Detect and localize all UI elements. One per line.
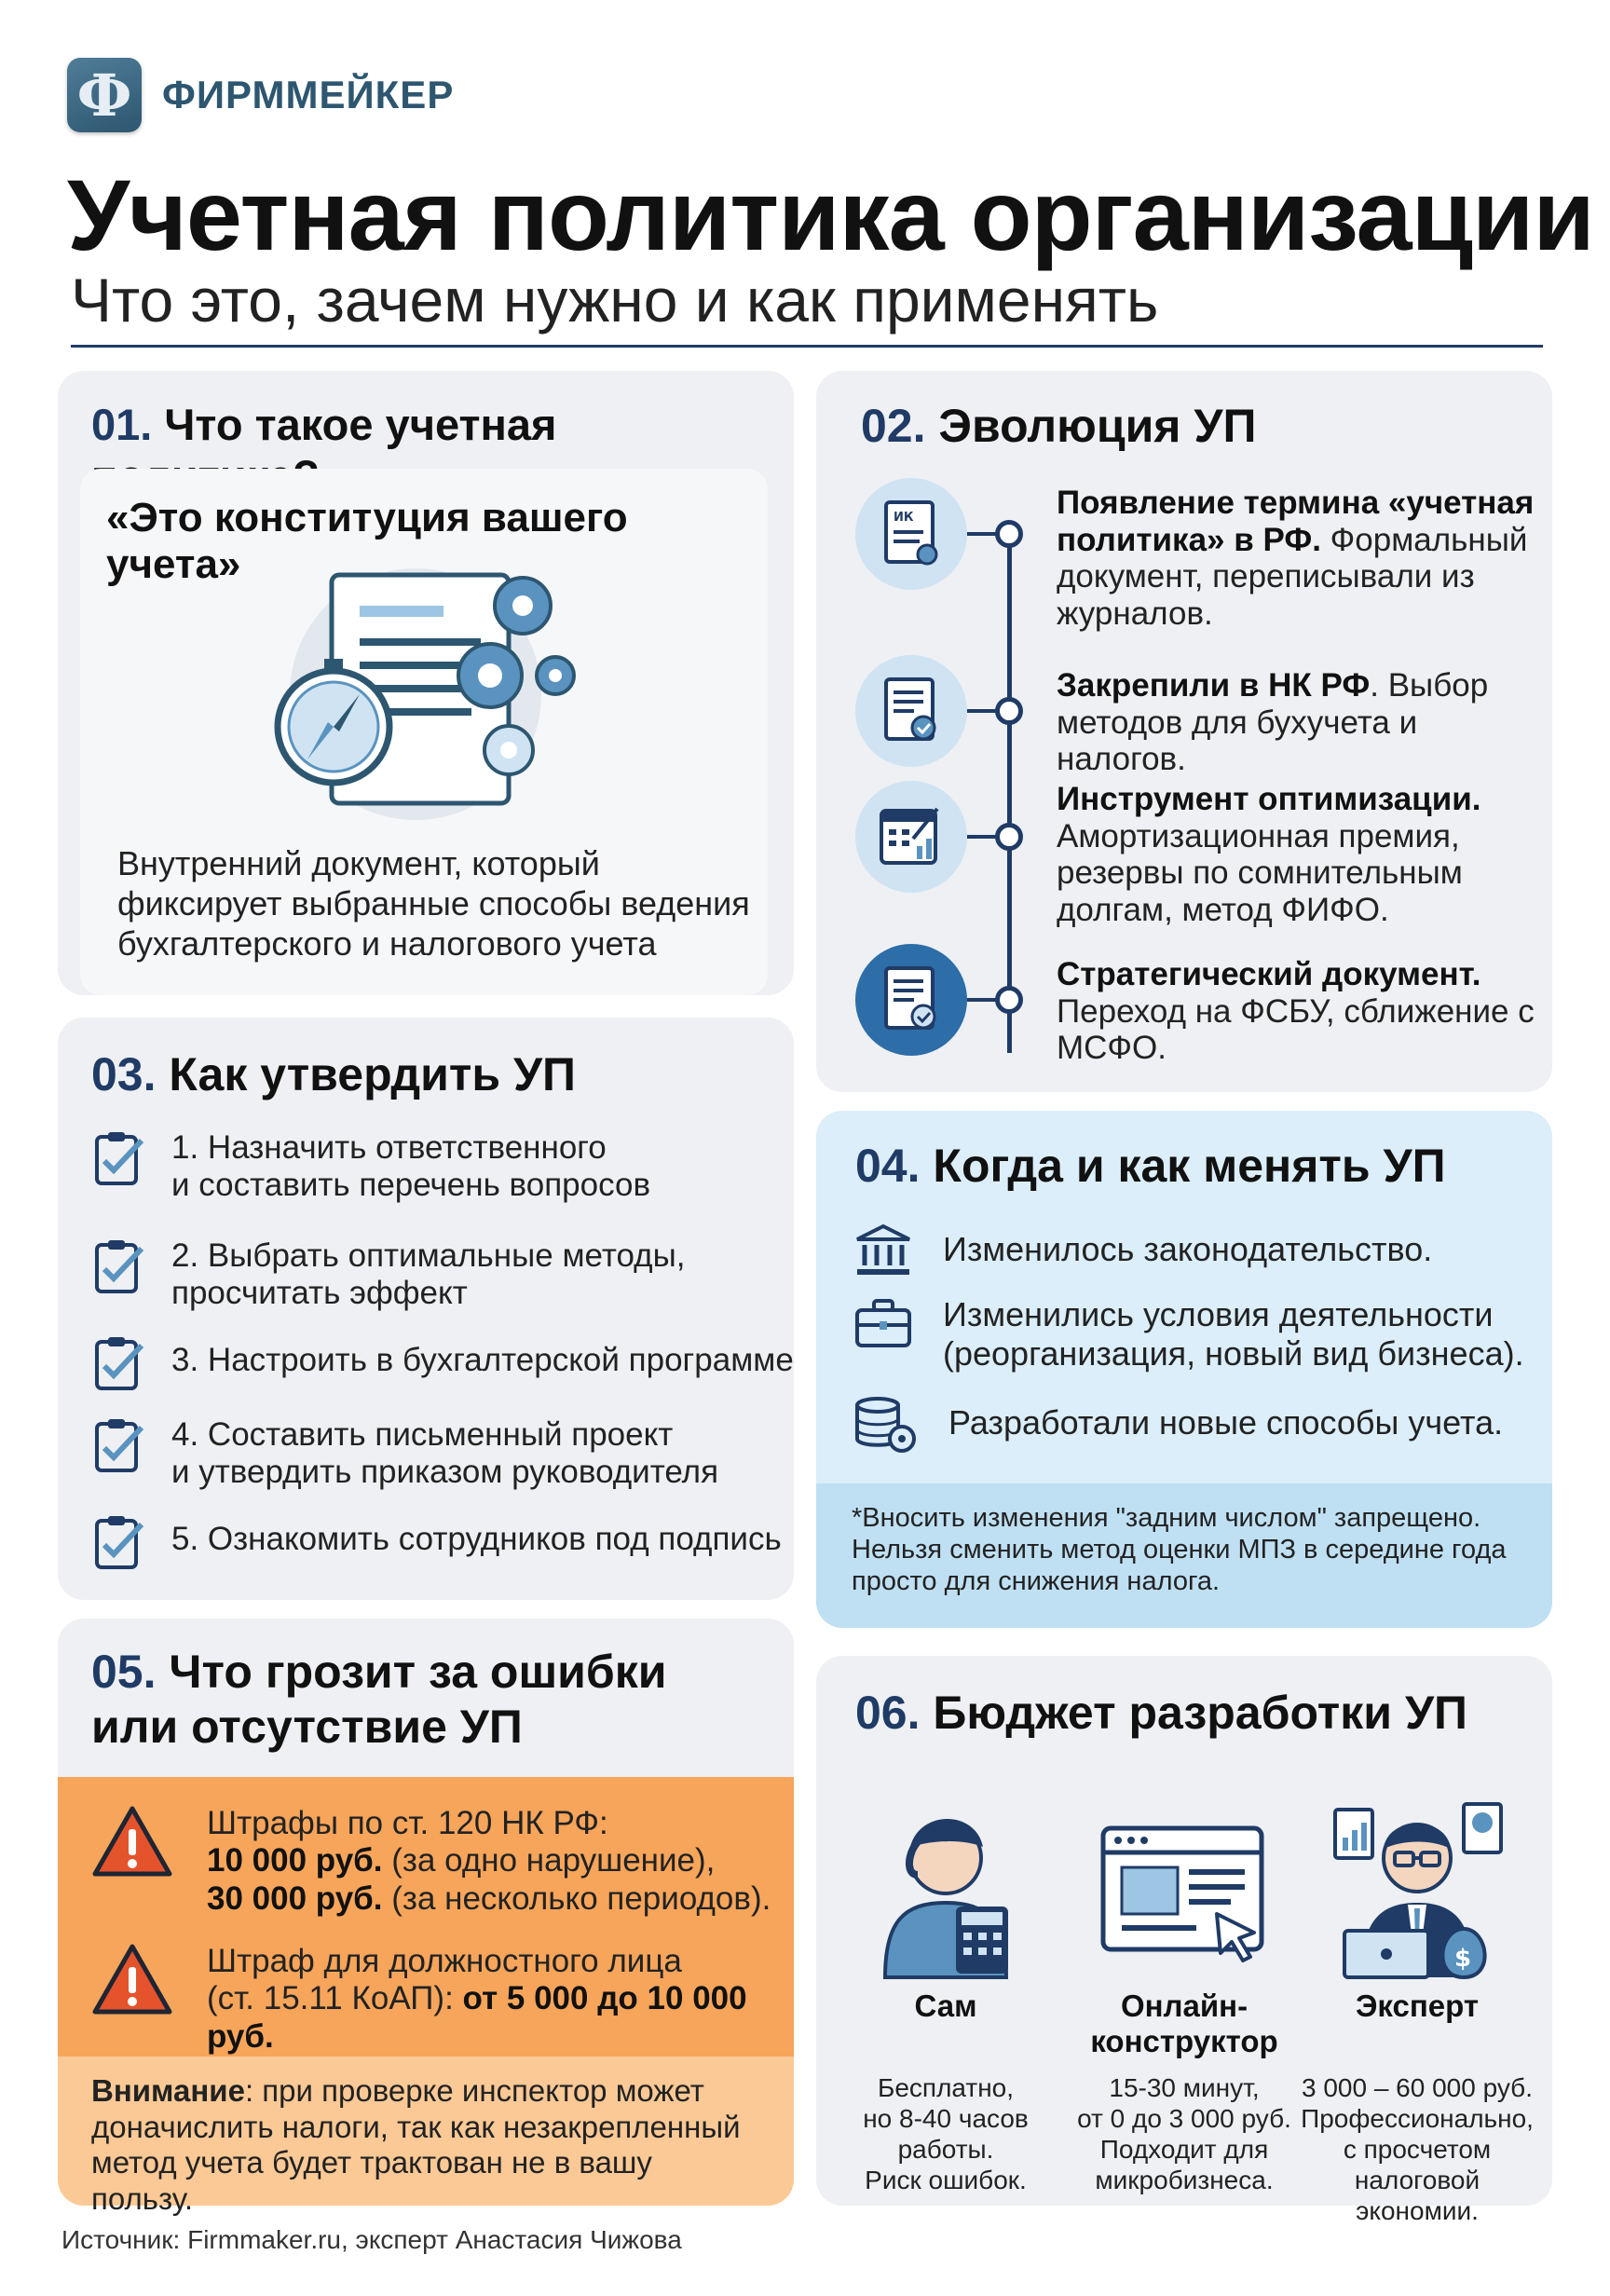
penalty-note: (за несколько периодов). [382, 1879, 771, 1917]
change-note: *Вносить изменения "задним числом" запрещено. Нельзя сменить метод оценки МПЗ в середине года просто для снижения налога. [852, 1503, 1507, 1597]
change-reason-text: Изменилось законодательство. [943, 1230, 1433, 1268]
section-05-title [91, 1645, 667, 1755]
section-number: 04. [855, 1140, 921, 1192]
step-text: 5. Ознакомить сотрудников под подпись [171, 1521, 782, 1557]
penalty-note: (ст. 15.11 КоАП): [207, 1980, 463, 2017]
timeline-item-text: Формальный документ, переписывали из журналов. [1057, 521, 1528, 632]
source-credit: Источник: Firmmaker.ru, эксперт Анастасия Чижова [61, 2225, 682, 2254]
firmmaker-logo [67, 58, 142, 132]
section-title-text: Что грозит за ошибки [169, 1646, 667, 1698]
definition-text: Внутренний документ, который фиксирует выбранные способы ведения бухгалтерского и налогового учета [117, 844, 750, 964]
timeline-connector [967, 998, 997, 1002]
change-reason-text: Изменились условия деятельности (реорганизация, новый вид бизнеса). [943, 1295, 1524, 1374]
official-penalty-text [207, 1943, 794, 2056]
change-reason [853, 1295, 1524, 1374]
timeline-connector [967, 835, 997, 839]
section-number: 06. [855, 1687, 921, 1739]
budget-option-online [1068, 1786, 1301, 2195]
section-number: 05. [91, 1646, 157, 1698]
approval-step [93, 1513, 782, 1571]
timeline-item-4 [1057, 956, 1541, 1067]
section-number: 02. [861, 400, 926, 452]
penalty-line: Штраф для должностного лица [207, 1943, 682, 1979]
option-description: 3 000 – 60 000 руб. Профессионально, с просчетом налоговой экономии. [1301, 2073, 1534, 2226]
checklist-icon [93, 1334, 147, 1392]
warning-icon [91, 1943, 173, 2016]
definition-quote: «Это конституция вашего учета» [106, 495, 628, 587]
brand-name: ФИРММЕЙКЕР [162, 73, 455, 116]
change-reason [853, 1396, 1503, 1456]
section-number: 01. [91, 400, 153, 449]
penalty-amount: 10 000 руб. [207, 1842, 383, 1879]
checklist-icon [93, 1513, 147, 1571]
page-title: Учетная политика организации [67, 158, 1594, 271]
change-reason [853, 1223, 1432, 1278]
checklist-icon [93, 1129, 147, 1187]
checklist-icon [93, 1237, 147, 1295]
step-text: 3. Настроить в бухгалтерской программе [171, 1342, 794, 1378]
tax-penalty-text [207, 1805, 771, 1918]
timeline-dot [995, 697, 1023, 725]
timeline-item-text: Переход на ФСБУ, сближение с МСФО. [1057, 992, 1535, 1067]
header-divider [71, 345, 1543, 348]
section-01-card [58, 371, 794, 995]
penalty-line: Штрафы по ст. 120 НК РФ: [207, 1805, 608, 1841]
timeline-item-heading: Закрепили в НК РФ [1057, 667, 1371, 704]
approval-step [93, 1334, 794, 1392]
timeline-item-heading: Инструмент оптимизации. [1057, 781, 1481, 817]
approval-step [93, 1237, 685, 1313]
timeline-item-heading: Стратегический документ. [1057, 956, 1481, 992]
attention-label: Внимание [91, 2073, 245, 2108]
section-03-title [91, 1047, 576, 1102]
tax-document-icon [855, 478, 967, 590]
section-title-text: или отсутствие УП [91, 1701, 523, 1753]
timeline-item-3 [1057, 781, 1541, 928]
timeline-line [1007, 531, 1012, 1053]
timeline-dot [995, 823, 1023, 851]
warning-icon [91, 1805, 173, 1878]
page-subtitle: Что это, зачем нужно и как применять [71, 266, 1159, 335]
approved-document-icon [855, 944, 967, 1056]
database-gear-icon [853, 1396, 919, 1456]
section-title-text: Когда и как менять УП [933, 1140, 1446, 1192]
section-02-title [861, 399, 1256, 454]
calendar-chart-icon [855, 781, 967, 893]
definition-card [80, 469, 768, 995]
icon-label: ИК [894, 511, 914, 525]
section-title-text: Эволюция УП [938, 400, 1257, 452]
approval-step [93, 1416, 718, 1492]
timeline-item-text: Амортизационная премия, резервы по сомнительным долгам, метод ФИФО. [1057, 817, 1463, 928]
approval-step [93, 1129, 650, 1205]
option-name: Онлайн- конструктор [1090, 1988, 1278, 2058]
timeline-item-2 [1057, 667, 1541, 778]
section-03-card [58, 1018, 794, 1600]
section-number: 03. [91, 1048, 157, 1100]
attention-panel [58, 2057, 794, 2216]
attention-body: : при проверке инспектор может доначислить налоги, так как незакрепленный метод учета будет трактован не в вашу пользу. [91, 2073, 741, 2216]
timeline-connector [967, 709, 997, 713]
section-title-text: Как утвердить УП [169, 1048, 576, 1100]
official-penalty [91, 1943, 794, 2056]
document-gears-compass-icon [266, 554, 602, 825]
section-05-card [58, 1619, 794, 2216]
timeline-dot [995, 986, 1023, 1014]
change-reason-text: Разработали новые способы учета. [948, 1403, 1504, 1442]
expert-person-icon [1324, 1791, 1510, 1977]
penalty-note: (за одно нарушение), [382, 1842, 716, 1879]
svg-text:$: $ [1454, 1945, 1472, 1973]
section-04-card [816, 1111, 1552, 1628]
change-note-band [816, 1483, 1552, 1628]
tax-penalty [91, 1805, 771, 1918]
step-text: 4. Составить письменный проект и утвердить приказом руководителя [171, 1416, 719, 1491]
stressed-person-icon [866, 1791, 1025, 1977]
government-building-icon [853, 1223, 913, 1278]
budget-option-self [829, 1786, 1062, 2195]
penalties-panel [58, 1777, 794, 2057]
budget-option-expert [1301, 1786, 1534, 2226]
timeline-item-heading: Появление термина «учетная политика» в РФ. [1057, 485, 1535, 558]
briefcase-icon [853, 1295, 913, 1351]
timeline-connector [967, 532, 997, 536]
option-description: 15-30 минут, от 0 до 3 000 руб. Подходит для микробизнеса. [1077, 2073, 1291, 2195]
timeline-item-text: . Выбор методов для бухучета и налогов. [1057, 667, 1489, 778]
checklist-icon [93, 1416, 147, 1474]
penalty-amount: 30 000 руб. [207, 1879, 383, 1917]
section-02-card [816, 371, 1552, 1092]
attention-text [91, 2073, 762, 2217]
step-text: 1. Назначить ответственного и составить перечень вопросов [171, 1129, 651, 1204]
penalty-amount: от 5 000 до 10 000 руб. [207, 1980, 747, 2055]
step-text: 2. Выбрать оптимальные методы, просчитать эффект [171, 1237, 686, 1312]
option-name: Эксперт [1355, 1988, 1480, 2023]
timeline-dot [995, 520, 1023, 548]
section-04-title [855, 1139, 1446, 1194]
timeline-item-1 [1057, 485, 1541, 632]
browser-window-icon [1096, 1810, 1273, 1977]
section-title-text: Бюджет разработки УП [933, 1687, 1467, 1739]
section-06-title [855, 1686, 1467, 1741]
logo-letter: Ф [76, 61, 132, 130]
option-name: Сам [914, 1988, 977, 2023]
brand [67, 58, 454, 132]
certified-document-icon [855, 655, 967, 767]
section-title-text: Что такое учетная [164, 400, 557, 449]
section-06-card [816, 1656, 1552, 2226]
option-description: Бесплатно, но 8-40 часов работы. Риск ошибок. [863, 2073, 1029, 2195]
